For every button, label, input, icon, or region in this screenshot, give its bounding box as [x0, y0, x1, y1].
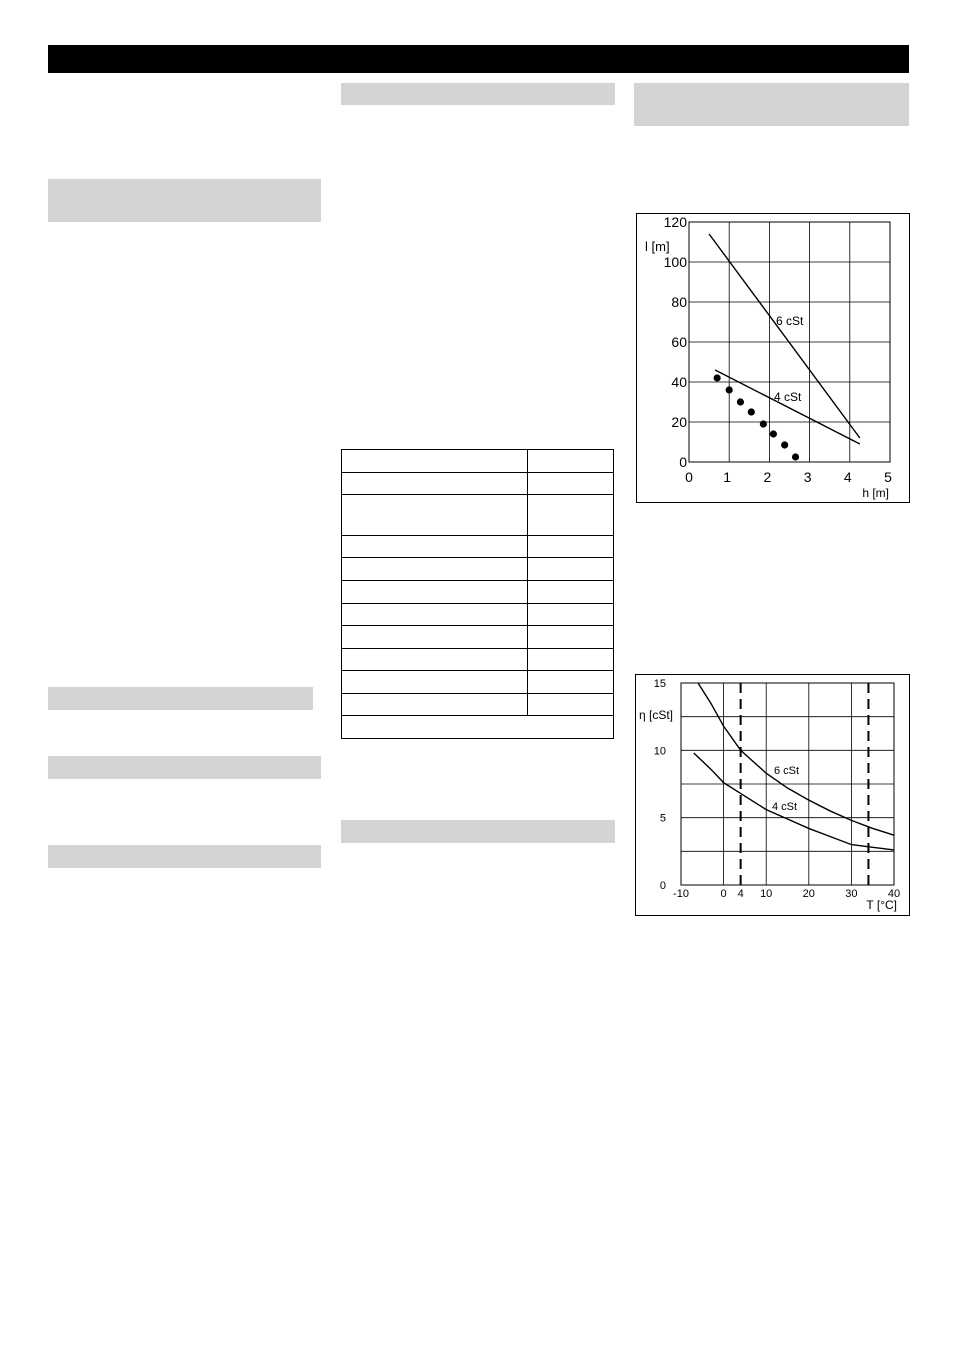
table-cell [342, 603, 528, 626]
chart-viscosity-vs-temperature-svg [636, 675, 909, 915]
y-axis-label: η [cSt] [639, 708, 674, 722]
table-cell [528, 472, 614, 495]
table-cell [342, 581, 528, 604]
table-cell [342, 693, 528, 716]
chart-length-vs-height-svg [637, 214, 909, 502]
table-cell [528, 648, 614, 671]
table-cell [342, 495, 528, 536]
chart-viscosity-vs-temperature [635, 674, 910, 916]
x-tick-label: 40 [887, 888, 901, 900]
section-header-left-4 [48, 845, 321, 868]
table-cell [342, 671, 528, 694]
table-cell [342, 535, 528, 558]
chart-tick-labels [664, 214, 892, 485]
y-tick-label: 10 [653, 745, 666, 758]
table-cell [528, 535, 614, 558]
table-cell [342, 558, 528, 581]
y-axis-label: l [m] [645, 239, 670, 254]
x-tick-label: 4 [843, 469, 852, 485]
x-tick-label: -10 [673, 888, 689, 900]
data-point [760, 420, 767, 427]
x-tick-label: 1 [723, 469, 732, 485]
section-header-left-3 [48, 756, 321, 779]
table-cell [528, 603, 614, 626]
technical-data-table [341, 449, 614, 739]
data-point [781, 441, 788, 448]
series-label-4cst: 4 cSt [772, 801, 798, 813]
x-tick-label: 3 [803, 469, 812, 485]
x-tick-label: 0 [685, 469, 693, 485]
x-tick-label: 20 [802, 888, 815, 900]
y-tick-label: 60 [671, 334, 687, 350]
table-cell-footer [342, 716, 614, 739]
data-point [748, 408, 755, 415]
header-bar [48, 45, 909, 73]
y-tick-label: 20 [671, 414, 687, 430]
series-label-6cst: 6 cSt [774, 765, 800, 777]
table-cell [528, 450, 614, 473]
y-tick-label: 100 [663, 254, 687, 270]
y-tick-label: 15 [653, 678, 666, 690]
chart-grid [681, 683, 894, 885]
table-cell [528, 558, 614, 581]
series-line-6cst [709, 234, 860, 438]
y-tick-label: 80 [671, 294, 687, 310]
chart-tick-labels [654, 678, 900, 900]
x-axis-label: T [°C] [866, 898, 897, 912]
x-tick-label: 30 [845, 888, 858, 900]
y-tick-label: 0 [679, 454, 687, 470]
x-tick-label: 2 [763, 469, 772, 485]
y-tick-label: 5 [659, 812, 666, 825]
section-header-middle-1 [341, 83, 615, 105]
y-tick-label: 120 [663, 214, 687, 230]
table-cell [528, 693, 614, 716]
section-header-left-1 [48, 179, 321, 222]
table-cell [528, 671, 614, 694]
table-cell [528, 626, 614, 649]
table-cell [342, 472, 528, 495]
data-point [726, 386, 733, 393]
y-tick-label: 40 [671, 374, 687, 390]
chart-series [709, 234, 860, 461]
x-tick-label: 5 [884, 469, 892, 485]
table-cell [528, 581, 614, 604]
x-axis-label: h [m] [862, 486, 889, 500]
data-point [792, 453, 799, 460]
table-cell [342, 626, 528, 649]
series-label-6cst: 6 cSt [776, 314, 804, 328]
section-header-right-1 [634, 83, 909, 126]
x-tick-label: 10 [760, 888, 773, 900]
data-point [714, 374, 721, 381]
chart-length-vs-height [636, 213, 910, 503]
data-point [737, 398, 744, 405]
series-label-4cst: 4 cSt [774, 390, 802, 404]
y-tick-label: 0 [659, 880, 666, 892]
x-tick-label: 0 [720, 888, 727, 900]
series-line-4cst [715, 370, 860, 444]
table-cell [528, 495, 614, 536]
section-header-left-2 [48, 687, 313, 710]
table-cell [342, 450, 528, 473]
x-tick-label: 4 [737, 888, 744, 900]
section-header-middle-2 [341, 820, 615, 843]
table-cell [342, 648, 528, 671]
data-point [770, 430, 777, 437]
